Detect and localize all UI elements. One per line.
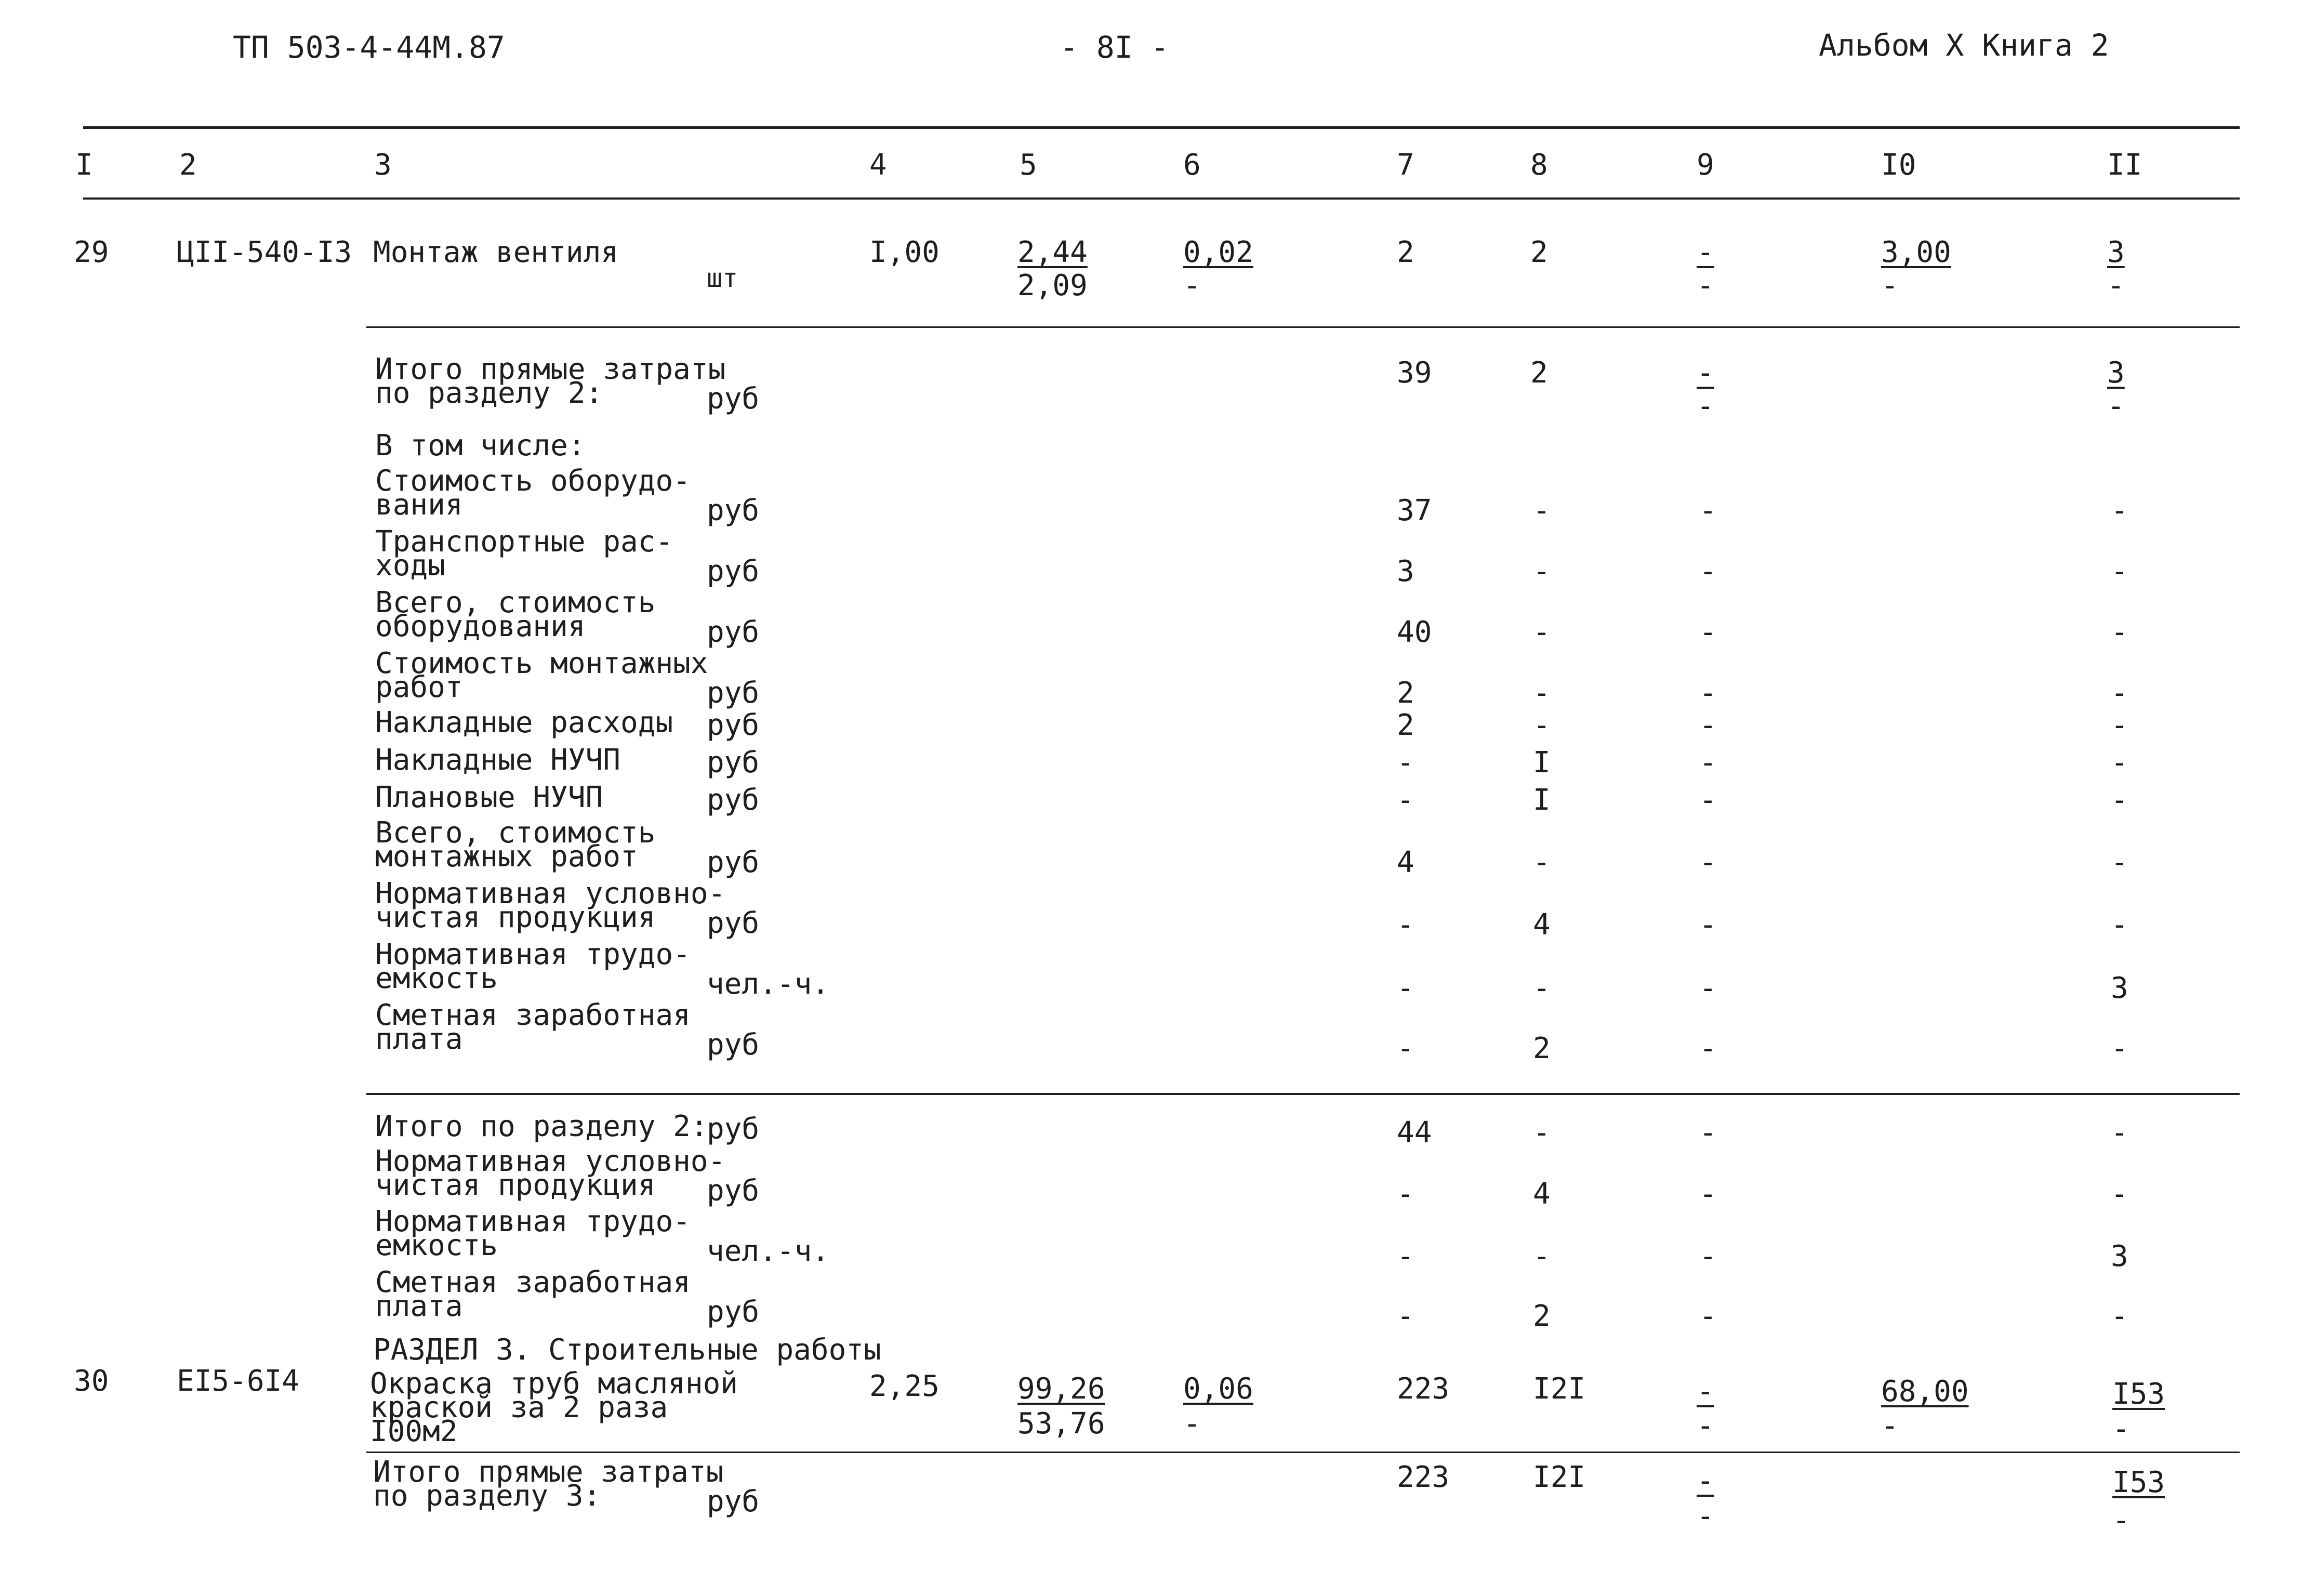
item-col7: - — [1397, 971, 1414, 1005]
quantity: I,00 — [869, 235, 940, 269]
item-col11: 3 — [2111, 1239, 2128, 1273]
item-col9: - — [1699, 846, 1717, 879]
total-machine-wage: - — [1697, 1499, 1714, 1533]
section-2-rule — [366, 1093, 2240, 1095]
labor-unit: 3,00 — [1881, 235, 1951, 269]
column-header: 8 — [1530, 148, 1548, 182]
item-col7: - — [1397, 1239, 1414, 1273]
unit-wage: 2,09 — [1017, 269, 1088, 302]
item-label: Нормативная трудо- емкость — [375, 1205, 691, 1262]
item-col7: 40 — [1397, 615, 1432, 649]
item-col8: 4 — [1533, 1177, 1551, 1211]
unit-machine-cost: 0,06 — [1183, 1372, 1253, 1406]
section-3-heading: РАЗДЕЛ 3. Строительные работы — [373, 1333, 881, 1367]
item-unit: руб — [707, 783, 760, 817]
item-col8: 2 — [1533, 1032, 1551, 1065]
item-col8: - — [1533, 615, 1551, 649]
item-label: Нормативная условно- чистая продукция — [375, 1144, 726, 1202]
work-name: Окраска труб масляной краской за 2 раза I00м2 — [370, 1367, 738, 1448]
table-top-rule — [83, 126, 2240, 129]
item-col8: 4 — [1533, 908, 1551, 942]
item-col8: - — [1533, 846, 1551, 879]
labor-total-machinist: - — [2112, 1412, 2130, 1446]
item-col11: 3 — [2111, 971, 2128, 1005]
column-header: II — [2107, 148, 2142, 182]
item-col8: I — [1533, 783, 1551, 817]
item-unit: руб — [707, 1295, 760, 1329]
column-header: 5 — [1020, 148, 1037, 182]
item-col9: - — [1699, 494, 1717, 527]
item-col8: - — [1533, 676, 1551, 710]
item-col7: 44 — [1397, 1116, 1432, 1150]
item-label: Сметная заработная плата — [375, 998, 691, 1056]
column-header: I — [75, 148, 93, 182]
item-col11: - — [2111, 494, 2128, 527]
row-number: 30 — [74, 1364, 109, 1398]
column-header: 3 — [374, 148, 392, 182]
summary-label: Итого прямые затраты по разделу 3: — [373, 1455, 724, 1513]
item-col9: - — [1699, 1239, 1717, 1273]
unit-cost: 99,26 — [1017, 1372, 1105, 1406]
labor-total: 3 — [2107, 235, 2125, 269]
total-wage: I2I — [1533, 1372, 1586, 1406]
item-label: Нормативная условно- чистая продукция — [375, 877, 726, 934]
document-code: ТП 503-4-44М.87 — [233, 30, 505, 65]
column-header: I0 — [1881, 148, 1916, 182]
column-header: 6 — [1183, 148, 1201, 182]
album-book: Альбом X Книга 2 — [1819, 28, 2109, 63]
unit: руб — [707, 382, 760, 416]
item-col7: 2 — [1397, 676, 1414, 710]
item-label: Сметная заработная плата — [375, 1265, 691, 1323]
total-wage: 2 — [1530, 235, 1548, 269]
item-label: Стоимость монтажных работ — [375, 647, 708, 704]
item-unit: руб — [707, 906, 760, 940]
item-col9: - — [1699, 746, 1717, 780]
total-cost: 223 — [1397, 1372, 1450, 1406]
unit: шт — [707, 263, 738, 293]
item-label: Накладные НУЧП — [375, 743, 621, 777]
labor-unit-machinist: - — [1881, 1409, 1899, 1443]
item-col11: - — [2111, 846, 2128, 879]
item-col8: I — [1533, 746, 1551, 780]
total-cost: 39 — [1397, 356, 1432, 390]
item-unit: руб — [707, 615, 760, 649]
item-label: Плановые НУЧП — [375, 781, 603, 814]
column-header: 9 — [1697, 148, 1714, 182]
item-col11: - — [2111, 1032, 2128, 1065]
item-label: Транспортные рас- ходы — [375, 525, 673, 583]
item-col8: 2 — [1533, 1299, 1551, 1333]
item-col11: - — [2111, 1177, 2128, 1211]
item-col7: - — [1397, 746, 1414, 780]
column-header: 4 — [869, 148, 887, 182]
row-29-rule — [366, 326, 2240, 328]
column-header: 7 — [1397, 148, 1414, 182]
item-col9: - — [1699, 971, 1717, 1005]
item-col11: - — [2111, 615, 2128, 649]
item-col11: - — [2111, 746, 2128, 780]
total-machine: - — [1697, 235, 1714, 269]
item-col9: - — [1699, 783, 1717, 817]
item-unit: руб — [707, 676, 760, 710]
row-30-rule — [366, 1452, 2240, 1453]
item-col7: 37 — [1397, 494, 1432, 527]
item-col9: - — [1699, 615, 1717, 649]
item-col11: - — [2111, 1299, 2128, 1333]
item-col8: - — [1533, 1116, 1551, 1150]
unit-cost: 2,44 — [1017, 235, 1088, 269]
item-label: Стоимость оборудо- вания — [375, 464, 691, 522]
item-col11: - — [2111, 783, 2128, 817]
item-label: Всего, стоимость монтажных работ — [375, 816, 656, 874]
unit: руб — [707, 1485, 760, 1519]
labor-total-machinist: - — [2107, 269, 2125, 302]
including-label: В том числе: — [375, 429, 586, 463]
total-wage: I2I — [1533, 1460, 1586, 1494]
item-col9: - — [1699, 555, 1717, 588]
total-machine: - — [1697, 1375, 1714, 1408]
item-unit: руб — [707, 555, 760, 588]
total-machine-wage: - — [1697, 389, 1714, 423]
item-unit: руб — [707, 1028, 760, 1062]
item-col7: - — [1397, 1299, 1414, 1333]
item-col7: 4 — [1397, 846, 1414, 879]
item-unit: чел.-ч. — [707, 967, 830, 1001]
item-col11: - — [2111, 908, 2128, 942]
labor-unit: 68,00 — [1881, 1375, 1969, 1408]
item-unit: руб — [707, 1174, 760, 1208]
total-machine-wage: - — [1697, 269, 1714, 302]
row-number: 29 — [74, 235, 109, 269]
item-col7: - — [1397, 1032, 1414, 1065]
unit-machine-wage: - — [1183, 269, 1201, 302]
total-cost: 223 — [1397, 1460, 1450, 1494]
item-col7: - — [1397, 908, 1414, 942]
item-col7: - — [1397, 783, 1414, 817]
rate-code: EI5-6I4 — [177, 1364, 300, 1398]
item-col8: - — [1533, 1239, 1551, 1273]
total-machine: - — [1697, 1464, 1714, 1498]
item-col11: - — [2111, 555, 2128, 588]
item-col8: - — [1533, 708, 1551, 742]
total-cost: 2 — [1397, 235, 1414, 269]
item-unit: руб — [707, 494, 760, 527]
item-col9: - — [1699, 1177, 1717, 1211]
work-name: Монтаж вентиля — [373, 235, 619, 269]
labor-unit-machinist: - — [1881, 269, 1899, 302]
labor-total: 3 — [2107, 356, 2125, 390]
item-label: Итого по разделу 2: — [375, 1110, 708, 1143]
total-machine: - — [1697, 356, 1714, 390]
total-wage: 2 — [1530, 356, 1548, 390]
item-col8: - — [1533, 971, 1551, 1005]
summary-label: Итого прямые затраты по разделу 2: — [375, 352, 726, 410]
item-col9: - — [1699, 1116, 1717, 1150]
item-label: Всего, стоимость оборудования — [375, 586, 656, 643]
labor-total: I53 — [2112, 1377, 2165, 1411]
page-number: - 8I - — [1060, 30, 1169, 65]
labor-total-machinist: - — [2107, 389, 2125, 423]
quantity: 2,25 — [869, 1369, 940, 1403]
item-col9: - — [1699, 676, 1717, 710]
item-col11: - — [2111, 708, 2128, 742]
item-col9: - — [1699, 1032, 1717, 1065]
item-unit: чел.-ч. — [707, 1234, 830, 1268]
item-col7: - — [1397, 1177, 1414, 1211]
unit-machine-cost: 0,02 — [1183, 235, 1253, 269]
labor-total: I53 — [2112, 1466, 2165, 1499]
rate-code: ЦII-540-I3 — [177, 235, 352, 269]
item-label: Накладные расходы — [375, 706, 673, 740]
item-unit: руб — [707, 846, 760, 879]
total-machine-wage: - — [1697, 1409, 1714, 1443]
item-col11: - — [2111, 676, 2128, 710]
labor-total-machinist: - — [2112, 1503, 2130, 1537]
item-unit: руб — [707, 708, 760, 742]
item-col9: - — [1699, 1299, 1717, 1333]
header-bottom-rule — [83, 197, 2240, 200]
item-col9: - — [1699, 908, 1717, 942]
unit-wage: 53,76 — [1017, 1407, 1105, 1441]
item-unit: руб — [707, 1112, 760, 1146]
item-col7: 2 — [1397, 708, 1414, 742]
unit-machine-wage: - — [1183, 1407, 1201, 1441]
item-col11: - — [2111, 1116, 2128, 1150]
item-col9: - — [1699, 708, 1717, 742]
item-col7: 3 — [1397, 555, 1414, 588]
item-label: Нормативная трудо- емкость — [375, 938, 691, 995]
column-header: 2 — [179, 148, 197, 182]
item-unit: руб — [707, 746, 760, 780]
item-col8: - — [1533, 494, 1551, 527]
item-col8: - — [1533, 555, 1551, 588]
